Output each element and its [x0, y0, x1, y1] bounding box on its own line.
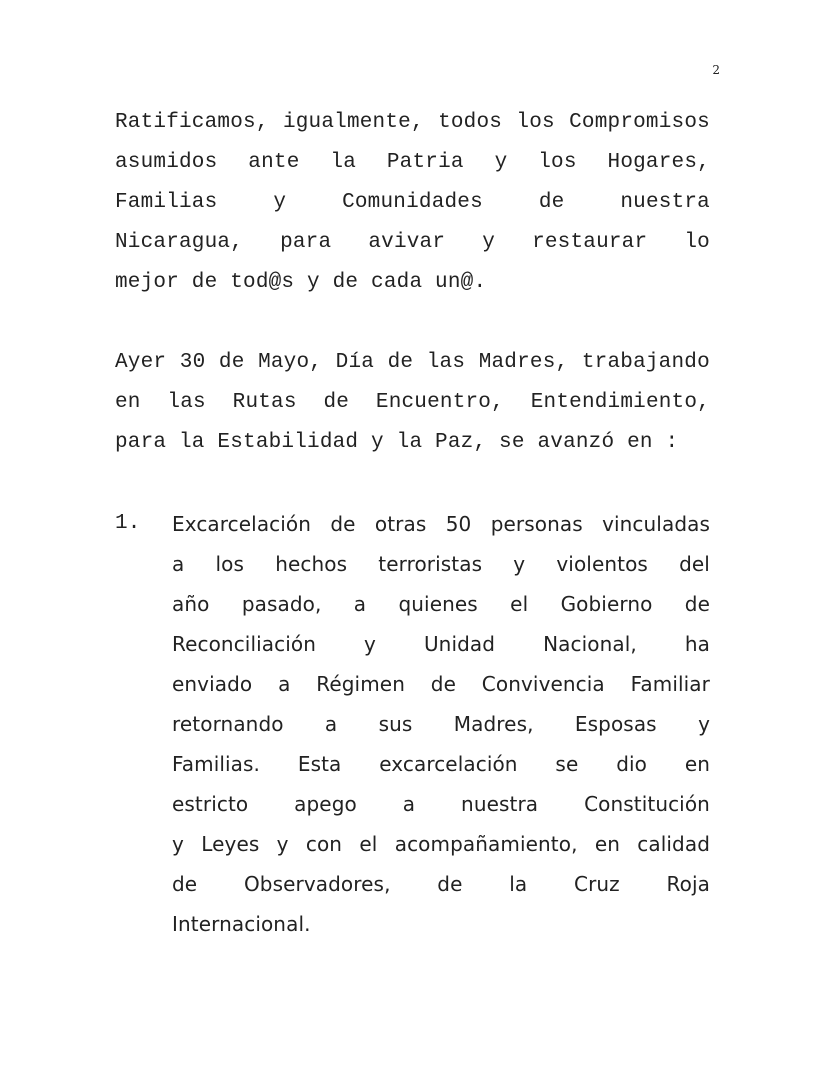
word: pasado, — [241, 592, 322, 616]
word: en — [115, 391, 141, 414]
word: ha — [684, 632, 710, 656]
word: y — [698, 712, 710, 736]
word: los — [516, 111, 555, 134]
word: las — [167, 391, 206, 414]
paragraph-2-line: para la Estabilidad y la Paz, se avanzó en : — [115, 431, 679, 454]
word: personas — [490, 512, 583, 536]
word: 50 — [445, 512, 472, 536]
list-item-line — [172, 664, 710, 704]
word: nuestra — [461, 792, 539, 816]
word: Convivencia — [481, 672, 605, 696]
word: a — [353, 592, 367, 616]
word: del — [679, 552, 710, 576]
word: 30 — [179, 351, 206, 374]
word: apego — [294, 792, 357, 816]
word: y — [364, 632, 376, 656]
word: Familiar — [630, 672, 710, 696]
word: a — [278, 672, 291, 696]
word: Roja — [666, 872, 710, 896]
list-item-line: Internacional. — [172, 912, 311, 936]
word: de — [330, 512, 356, 536]
word: quienes — [398, 592, 478, 616]
word: la — [330, 151, 356, 174]
word: Comunidades — [342, 191, 483, 214]
word: Hogares, — [607, 151, 710, 174]
page-number: 2 — [712, 63, 720, 77]
word: Observadores, — [243, 872, 391, 896]
paragraph-1-line — [115, 103, 710, 143]
word: Entendimiento, — [530, 391, 710, 414]
word: y — [494, 151, 508, 174]
word: ante — [248, 151, 300, 174]
word: a — [324, 712, 338, 736]
paragraph-2-line — [115, 343, 710, 383]
word: sus — [378, 712, 413, 736]
word: Madres, — [453, 712, 534, 736]
word: se — [555, 752, 579, 776]
word: Rutas — [232, 391, 297, 414]
word: Familias. — [172, 752, 261, 776]
word: el — [359, 832, 378, 856]
word: y — [513, 552, 526, 576]
word: Madres, — [478, 351, 569, 374]
word: Régimen — [316, 672, 405, 696]
word: Cruz — [574, 872, 620, 896]
word: violentos — [556, 552, 648, 576]
list-item-line — [172, 744, 710, 784]
word: Ayer — [115, 351, 167, 374]
word: excarcelación — [379, 752, 518, 776]
list-item-line — [172, 824, 710, 864]
word: Esta — [297, 752, 342, 776]
word: Encuentro, — [375, 391, 504, 414]
word: restaurar — [532, 231, 648, 254]
list-item-line — [172, 504, 710, 544]
word: para — [280, 231, 332, 254]
word: de — [172, 872, 198, 896]
word: calidad — [637, 832, 710, 856]
word: y — [273, 191, 287, 214]
word: asumidos — [115, 151, 218, 174]
word: de — [218, 351, 245, 374]
word: Gobierno — [560, 592, 653, 616]
word: Familias — [115, 191, 218, 214]
word: nuestra — [620, 191, 710, 214]
word: trabajando — [581, 351, 710, 374]
word: Nicaragua, — [115, 231, 244, 254]
paragraph-1-line — [115, 183, 710, 223]
paragraph-1-line: mejor de tod@s y de cada un@. — [115, 271, 487, 294]
word: con — [305, 832, 343, 856]
word: el — [510, 592, 529, 616]
word: y — [276, 832, 289, 856]
word: Unidad — [423, 632, 496, 656]
word: terroristas — [378, 552, 483, 576]
word: Compromisos — [569, 111, 710, 134]
word: acompañamiento, — [394, 832, 578, 856]
paragraph-2-line — [115, 383, 710, 423]
word: dio — [616, 752, 647, 776]
word: los — [538, 151, 577, 174]
word: a — [172, 552, 185, 576]
word: de — [387, 351, 414, 374]
word: la — [509, 872, 528, 896]
list-item-line — [172, 864, 710, 904]
word: Esposas — [574, 712, 657, 736]
word: Constitución — [584, 792, 710, 816]
list-item-number: 1. — [115, 512, 141, 535]
list-item-line — [172, 584, 710, 624]
word: de — [323, 391, 350, 414]
word: y — [172, 832, 184, 856]
word: todos — [438, 111, 503, 134]
word: Ratificamos, — [115, 111, 269, 134]
word: Mayo, — [258, 351, 323, 374]
word: las — [426, 351, 466, 374]
word: otras — [374, 512, 427, 536]
word: de — [538, 191, 565, 214]
paragraph-1-line — [115, 223, 710, 263]
word: a — [402, 792, 416, 816]
word: avivar — [368, 231, 446, 254]
word: y — [482, 231, 496, 254]
word: año — [172, 592, 210, 616]
list-item-line — [172, 544, 710, 584]
word: Leyes — [201, 832, 260, 856]
word: Reconciliación — [172, 632, 316, 656]
word: Nacional, — [543, 632, 637, 656]
list-item-line — [172, 704, 710, 744]
word: en — [684, 752, 710, 776]
list-item-line — [172, 784, 710, 824]
word: Excarcelación — [172, 512, 312, 536]
word: estricto — [172, 792, 249, 816]
word: enviado — [172, 672, 253, 696]
word: hechos — [275, 552, 348, 576]
word: los — [215, 552, 245, 576]
word: retornando — [172, 712, 284, 736]
word: igualmente, — [282, 111, 424, 134]
word: Día — [335, 351, 375, 374]
word: de — [437, 872, 463, 896]
word: vinculadas — [602, 512, 710, 536]
word: Patria — [386, 151, 464, 174]
word: de — [684, 592, 710, 616]
word: en — [594, 832, 620, 856]
word: lo — [684, 231, 710, 254]
paragraph-1-line — [115, 143, 710, 183]
list-item-line — [172, 624, 710, 664]
word: de — [430, 672, 456, 696]
